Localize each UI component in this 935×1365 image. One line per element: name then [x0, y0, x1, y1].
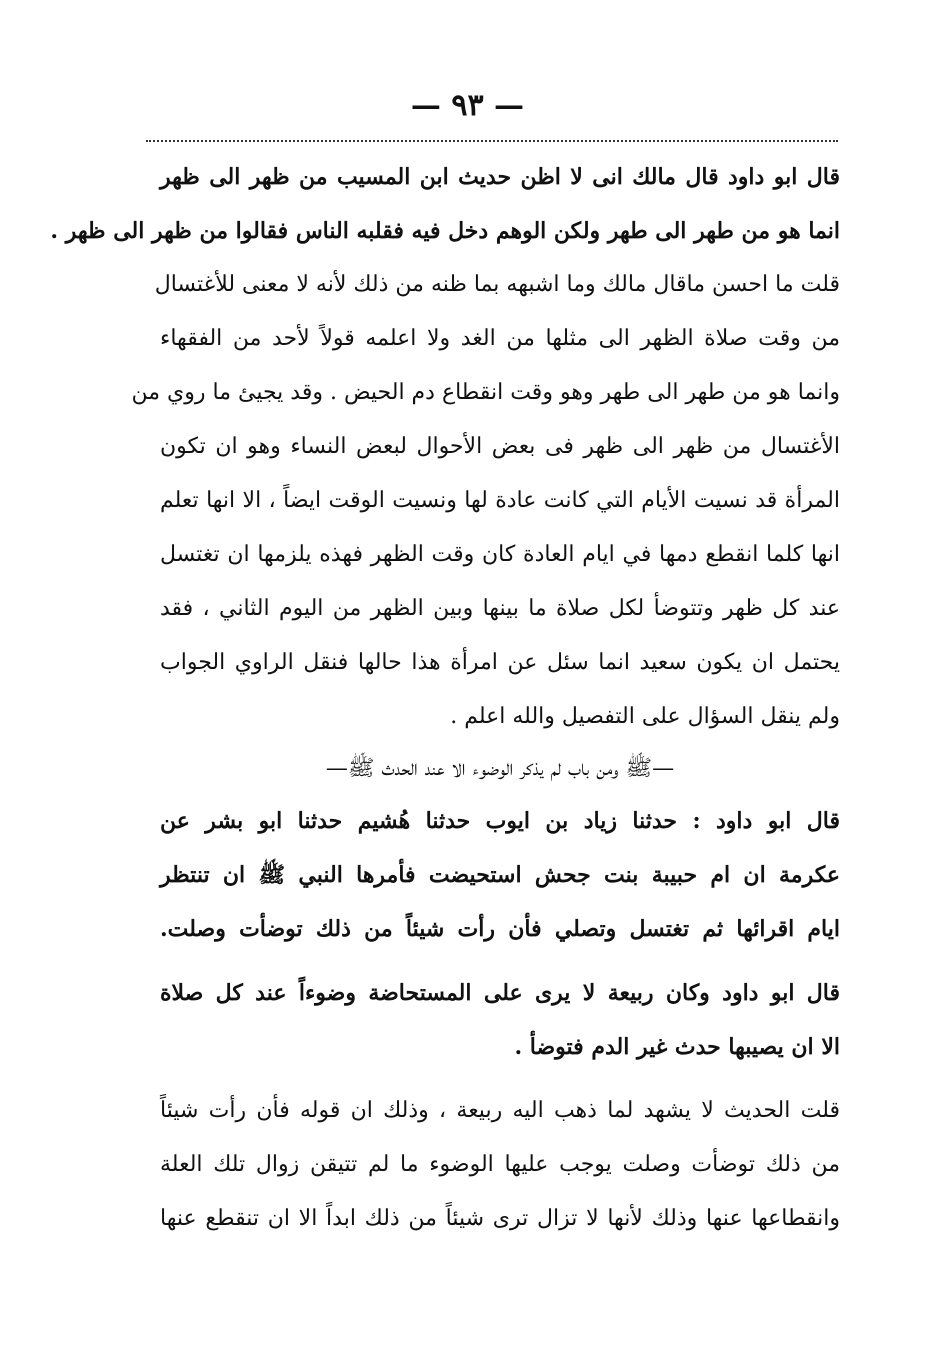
text-line: قال ابو داود قال مالك انى لا اظن حديث ابن المسيب من ظهر الى ظهر [160, 164, 840, 190]
text-line: الا ان يصيبها حدث غير الدم فتوضأ . [514, 1034, 840, 1060]
text-line: انها كلما انقطع دمها في ايام العادة كان وقت الظهر فهذه يلزمها ان تغتسل [160, 542, 840, 567]
text-line: قلت ما احسن ماقال مالك وما اشبهه بما ظنه من ذلك لأنه لا معنى للأغتسال [154, 272, 840, 297]
text-line: ايام اقرائها ثم تغتسل وتصلي فأن رأت شيئاً من ذلك توضأت وصلت. [160, 916, 840, 942]
paragraph-4 [160, 1084, 840, 1246]
paragraph-1 [50, 150, 840, 744]
page-number: — ٩٣ — [410, 88, 525, 123]
text-line: وانقطاعها عنها وذلك لأنها لا تزال ترى شيئاً من ذلك ابداً الا ان تنقطع عنها [160, 1206, 840, 1231]
paragraph-2 [160, 794, 840, 956]
header-divider [146, 140, 838, 142]
paragraph-3 [160, 966, 840, 1074]
text-line: قلت الحديث لا يشهد لما ذهب اليه ربيعة ، وذلك ان قوله فأن رأت شيئاً [160, 1098, 840, 1123]
text-line: يحتمل ان يكون سعيد انما سئل عن امرأة هذا حالها فنقل الراوي الجواب [160, 650, 840, 675]
text-line: قال ابو داود وكان ربيعة لا يرى على المستحاضة وضوءاً عند كل صلاة [160, 980, 840, 1006]
page-body [50, 150, 840, 1246]
text-line: قال ابو داود : حدثنا زياد بن ايوب حدثنا هُشيم حدثنا ابو بشر عن [160, 808, 840, 834]
text-line: الأغتسال من ظهر الى ظهر فى بعض الأحوال لبعض النساء وهو ان تكون [160, 434, 840, 459]
text-line: من ذلك توضأت وصلت يوجب عليها الوضوء ما لم تتيقن زوال تلك العلة [160, 1152, 840, 1177]
text-line: المرأة قد نسيت الأيام التي كانت عادة لها ونسيت الوقت ايضاً ، الا انها تعلم [160, 488, 840, 513]
text-line: وانما هو من طهر الى طهر وهو وقت انقطاع دم الحيض . وقد يجيئ ما روي من [131, 380, 840, 405]
text-line: ولم ينقل السؤال على التفصيل والله اعلم . [450, 704, 840, 729]
text-line: عند كل ظهر وتتوضأ لكل صلاة ما بينها وبين الظهر من اليوم الثاني ، فقد [160, 596, 840, 621]
paragraph-spacer [160, 956, 840, 966]
paragraph-spacer [160, 1074, 840, 1084]
text-line: من وقت صلاة الظهر الى مثلها من الغد ولا اعلمه قولاً لأحد من الفقهاء [160, 326, 840, 351]
text-line: عكرمة ان ام حبيبة بنت جحش استحيضت فأمرها النبي ﷺ ان تنتظر [160, 862, 840, 888]
text-line: انما هو من طهر الى طهر ولكن الوهم دخل فيه فقلبه الناس فقالوا من ظهر الى ظهر . [50, 218, 840, 244]
chapter-heading: —ﷺ ومن باب لم يذكر الوضوء الا عند الحدث ﷺ— [325, 756, 675, 781]
